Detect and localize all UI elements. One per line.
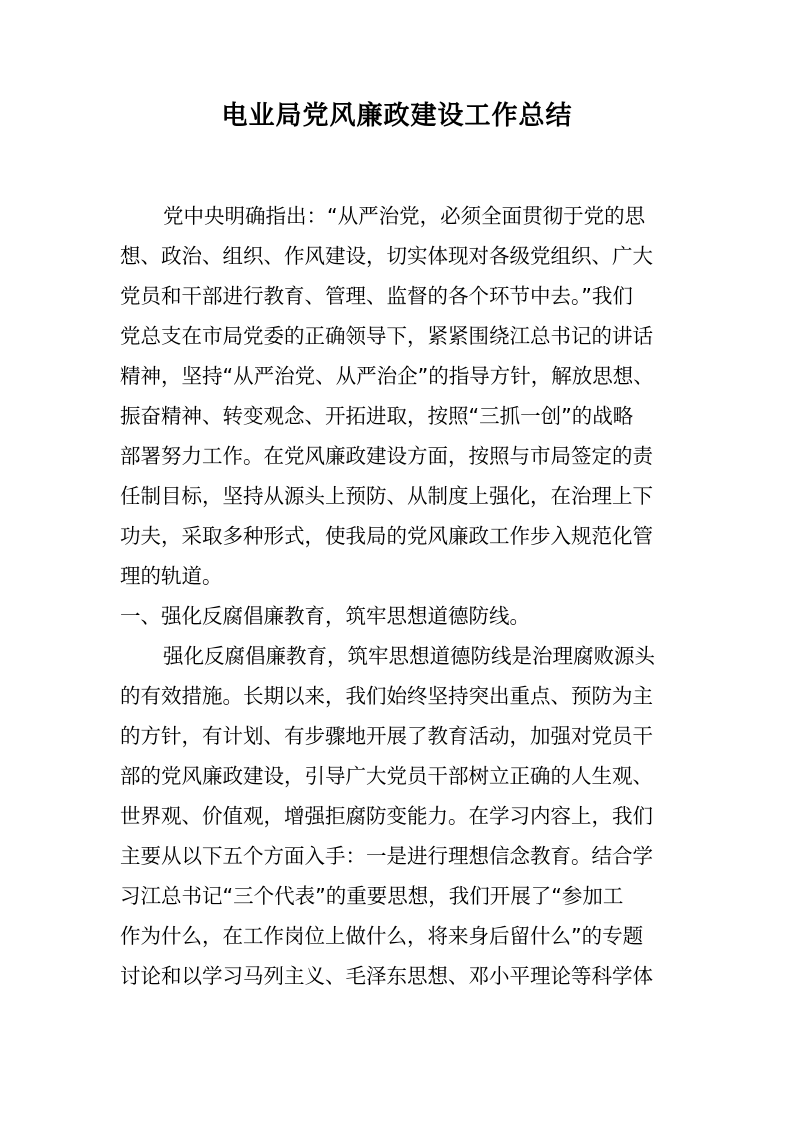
paragraph-line: 精神，坚持“从严治党、从严治企”的指导方针，解放思想、 xyxy=(120,364,654,388)
paragraph-line: 功夫，采取多种形式，使我局的党风廉政工作步入规范化管 xyxy=(120,524,653,548)
paragraph-line: 理的轨道。 xyxy=(120,564,223,588)
paragraph-line: 讨论和以学习马列主义、毛泽东思想、邓小平理论等科学体 xyxy=(120,964,653,988)
paragraph-line: 主要从以下五个方面入手：一是进行理想信念教育。结合学 xyxy=(120,844,653,868)
section-heading: 一、强化反腐倡廉教育，筑牢思想道德防线。 xyxy=(120,604,530,628)
paragraph-line: 党员和干部进行教育、管理、监督的各个环节中去。”我们 xyxy=(120,284,633,308)
paragraph-line: 部的党风廉政建设，引导广大党员干部树立正确的人生观、 xyxy=(120,764,653,788)
paragraph-line: 党总支在市局党委的正确领导下，紧紧围绕江总书记的讲话 xyxy=(120,324,653,348)
paragraph-line: 想、政治、组织、作风建设，切实体现对各级党组织、广大 xyxy=(120,244,653,268)
paragraph-line: 的方针，有计划、有步骤地开展了教育活动，加强对党员干 xyxy=(120,724,653,748)
paragraph-line: 任制目标，坚持从源头上预防、从制度上强化，在治理上下 xyxy=(120,484,653,508)
paragraph-line: 习江总书记“三个代表”的重要思想，我们开展了“参加工 xyxy=(120,884,624,908)
paragraph-line: 作为什么，在工作岗位上做什么，将来身后留什么”的专题 xyxy=(120,924,644,948)
document-body xyxy=(120,196,700,996)
paragraph-line: 振奋精神、转变观念、开拓进取，按照“三抓一创”的战略 xyxy=(120,404,634,428)
document-title: 电业局党风廉政建设工作总结 xyxy=(221,101,573,131)
paragraph-line: 强化反腐倡廉教育，筑牢思想道德防线是治理腐败源头 xyxy=(163,644,655,668)
paragraph-line: 世界观、价值观，增强拒腐防变能力。在学习内容上，我们 xyxy=(120,804,653,828)
paragraph-line: 的有效措施。长期以来，我们始终坚持突出重点、预防为主 xyxy=(120,684,653,708)
paragraph-line: 党中央明确指出：“从严治党，必须全面贯彻于党的思 xyxy=(163,204,646,228)
paragraph-line: 部署努力工作。在党风廉政建设方面，按照与市局签定的责 xyxy=(120,444,653,468)
